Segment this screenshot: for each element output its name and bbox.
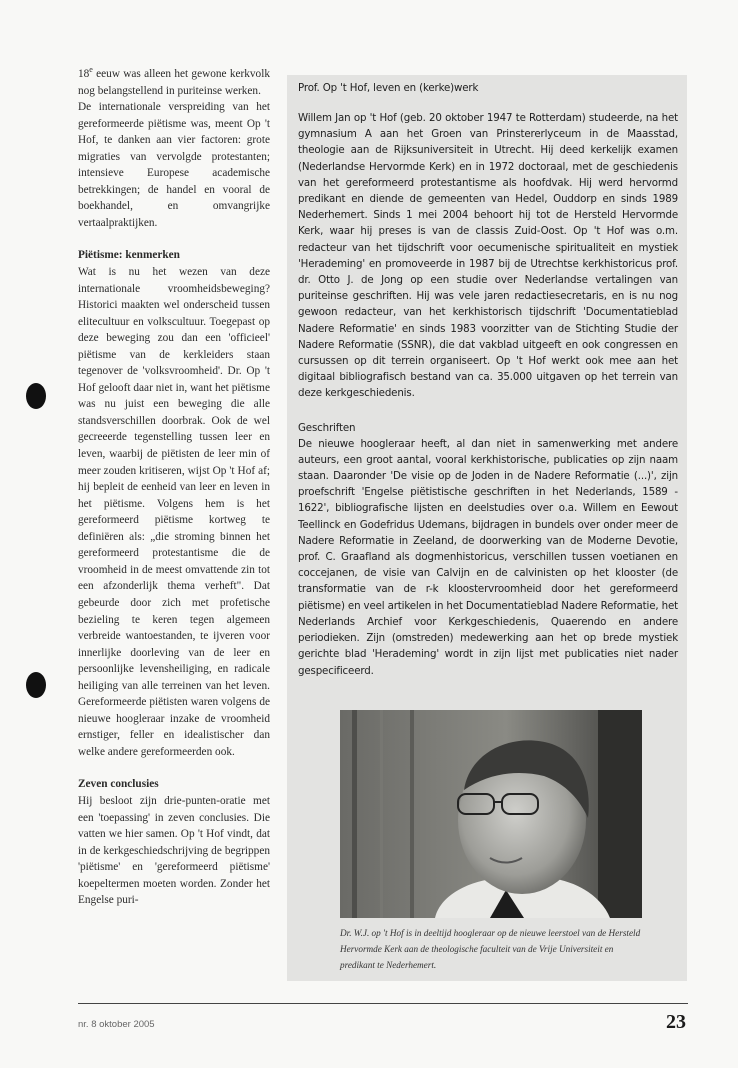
intro-text: eeuw was alleen het gewone kerkvolk nog belangstellend in puriteinse werken. — [78, 68, 270, 97]
page-number: 23 — [666, 1011, 686, 1033]
paragraph-intro — [78, 66, 270, 99]
left-article-column — [78, 66, 270, 909]
sidebar-heading-geschriften: Geschriften — [298, 421, 356, 434]
section-heading-kenmerken: Piëtisme: kenmerken — [78, 249, 180, 262]
paragraph-conclusies: Hij besloot zijn drie-punten-oratie met een 'toepassing' in zeven conclusies. Die vatten we hier samen. Op 't Hof vindt, dat in de kerkgeschiedschrijving de begrippen 'piëtisme' en 'gereformeerd piëtisme' koepeltermen moeten worden. Zonder het Engelse puri- — [78, 794, 270, 907]
photo-caption: Dr. W.J. op 't Hof is in deeltijd hoogleraar op de nieuwe leerstoel van de Hersteld Hervormde Kerk aan de theologische faculteit van de Vrije Universiteit en predikant te Nederhemert. — [340, 928, 641, 970]
century-number: 18 — [78, 68, 90, 80]
sidebar-biography: Willem Jan op 't Hof (geb. 20 oktober 1947 te Rotterdam) studeerde, na het gymnasium A aan het Groen van Prinstererlyceum in de Maasstad, theologie aan de Rijksuniversiteit in Utrecht. Hij deed kerkelijk examen (Nederlandse Hervormde Kerk) en in 1972 doctoraal, met de geschiedenis van het gereformeerd protestantisme als hoofdvak. Hij werd hervormd predikant en diende de gemeenten van Hedel, Ouddorp en sinds 1989 Nederhemert. Sinds 1 mei 2004 behoort hij tot de Hersteld Hervormde Kerk, waar hij preses is van de classis Zuid-Oost. Op 't Hof was o.m. redacteur van het tijdschrift voor oecumenische spiritualiteit en mystiek 'Herademing' en promoveerde in 1987 bij de Utrechtse kerkhistoricus prof. dr. Otto J. de Jong op een studie over Nederlandse vertalingen van puriteinse geschriften. Hij was vele jaren redactiesecretaris, en is nu nog gewoon redacteur, van het kerkhistorisch tijdschrift 'Documentatieblad Nadere Reformatie' en sinds 1983 voorzitter van de Stichting Studie der Nadere Reformatie (SSNR), die dat vakblad uitgeeft en ook congressen en cursussen op dit terrein organiseert. Op 't Hof werkt ook mee aan het digitaal bibliografisch bestand van ca. 35.000 uitgaven op het terrein van deze kerkgeschiedenis. — [298, 112, 678, 400]
portrait-photo — [340, 710, 642, 918]
punch-hole — [26, 672, 46, 698]
issue-info: nr. 8 oktober 2005 — [78, 1019, 155, 1030]
footer-rule — [78, 1003, 688, 1004]
sidebar-text — [298, 80, 678, 679]
paragraph-spread: De internationale verspreiding van het gereformeerde piëtisme was, meent Op 't Hof, te danken aan vier factoren: grote migraties van vervolgde protestanten; intensieve Europese academische betrekkingen; de handel en vooral de boekhandel, en omvangrijke vertaalpraktijken. — [78, 101, 270, 229]
portrait-image — [340, 710, 642, 918]
sidebar-title: Prof. Op 't Hof, leven en (kerke)werk — [298, 82, 479, 94]
ordinal-suffix: e — [89, 65, 93, 75]
punch-hole — [26, 383, 46, 409]
section-heading-conclusies: Zeven conclusies — [78, 778, 159, 791]
sidebar-publications: De nieuwe hoogleraar heeft, al dan niet in samenwerking met andere auteurs, een groot aantal, vooral kerkhistorische, publicaties op zijn naam staan. Daaronder 'De visie op de Joden in de Nadere Reformatie (...)', zijn proefschrift 'Engelse piëtistische geschriften in het Nederlands, 1589 - 1622', bibliografische lijsten en deelstudies over o.a. Willem en Eewout Teellinck en Godefridus Udemans, bijdragen in bundels over onder meer de Nadere Reformatie in Zeeland, de doorwerking van de Moderne Devotie, prof. C. Graafland als dogmenhistoricus, verschillen tussen voetianen en coccejanen, de visie van Calvijn en de calvinisten op het klooster (de transformatie van de r-k kloostervroomheid door het gereformeerd piëtisme) en veel artikelen in het Documentatieblad Nadere Reformatie, het Nederlands Archief voor Kerkgeschiedenis, Quaerendo en andere periodieken. Zijn (omstreden) medewerking aan het op brede mystiek gerichte blad 'Herademing' wordt in zijn lijst met publicaties niet nader gespecificeerd. — [298, 437, 678, 677]
paragraph-kenmerken: Wat is nu het wezen van deze internationale vroomheidsbeweging? Historici maakten wel onderscheid tussen elitecultuur en volkscultuur. Toegepast op deze beweging zou dan een 'officieel' piëtisme van de kerkleiders staan tegenover de 'volksvroomheid'. Dr. Op 't Hof gelooft daar niet in, want het piëtisme was nu juist een beweging die alle standsverschillen doorbrak. Ook de wel gecreeerde tegenstelling tussen leer en leven, waarbij de piëtisten de leer min of meer zouden kritiseren, wijst Op 't Hof af; hij bepleit de eenheid van leer en leven in het piëtisme. Volgens hem is het gereformeerd piëtisme kortweg te definiëren als: „die stroming binnen het gereformeerd protestantisme die de vroomheid in de meest omvattende zin tot een afzonderlijk thema verheft". Dat gebeurde door zich met profetische bezieling te keren tegen algemeen verbreide wantoestanden, te ijveren voor innerlijke doorleving van de leer en persoonlijke levensheiliging, en radicale heiliging van alle terreinen van het leven. Gereformeerde piëtisten waren volgens de nieuwe hoogleraar inzake de vroomheid ernstiger, feller en idealistischer dan welke andere gereformeerden ook. — [78, 266, 270, 758]
